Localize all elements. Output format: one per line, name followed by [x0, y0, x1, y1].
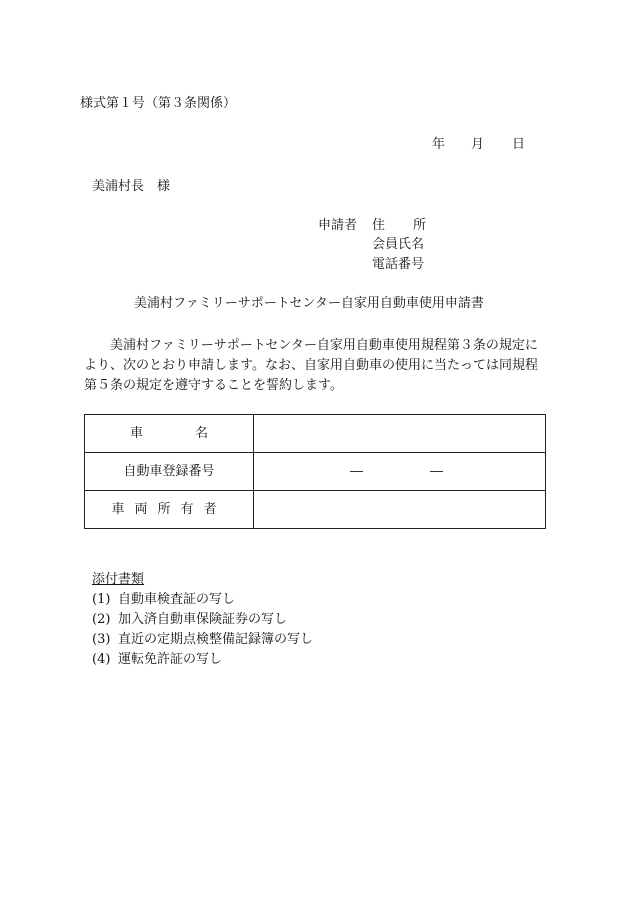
vehicle-name-label [85, 415, 254, 453]
attachment-number: (4) [92, 652, 111, 667]
date-month-label: 月 [471, 137, 485, 152]
attachment-text: 運転免許証の写し [118, 652, 223, 667]
vehicle-name-char-1: 車 [129, 426, 143, 441]
body-paragraph: 美浦村ファミリーサポートセンター自家用自動車使用規程第３条の規定により、次のとおり申請します。なお、自家用自動車の使用に当たっては同規程第５条の規定を遵守することを誓約します。 [84, 338, 538, 393]
applicant-address-label [372, 219, 426, 232]
vehicle-info-table [84, 414, 546, 529]
date-line [432, 138, 525, 151]
attachment-number: (2) [92, 612, 111, 627]
addressee: 美浦村長 様 [92, 179, 171, 194]
form-number: 様式第１号（第３条関係） [80, 96, 237, 111]
vehicle-owner-label [85, 491, 254, 529]
date-day-label: 日 [512, 137, 526, 152]
vehicle-name-char-2: 名 [195, 426, 209, 441]
attachment-item [92, 653, 222, 666]
document-title: 美浦村ファミリーサポートセンター自家用自動車使用申請書 [134, 296, 484, 311]
attachment-text: 直近の定期点検整備記録簿の写し [118, 632, 314, 647]
date-year-label: 年 [432, 137, 446, 152]
attachments-heading: 添付書類 [92, 572, 145, 587]
registration-dash-2: ― [430, 464, 443, 479]
attachment-number: (3) [92, 632, 111, 647]
applicant-phone-label: 電話番号 [372, 257, 425, 272]
applicant-label: 申請者 [318, 218, 358, 233]
address-char-1: 住 [372, 218, 386, 233]
registration-number-label: 自動車登録番号 [85, 453, 254, 491]
attachment-text: 加入済自動車保険証券の写し [118, 612, 288, 627]
attachment-item [92, 613, 287, 626]
table-row [85, 453, 546, 491]
vehicle-owner-value [254, 491, 546, 529]
address-char-2: 所 [413, 218, 427, 233]
table-row [85, 491, 546, 529]
attachment-text: 自動車検査証の写し [118, 592, 236, 607]
applicant-member-name-label: 会員氏名 [372, 237, 425, 252]
table-row [85, 415, 546, 453]
registration-dash-1: ― [350, 464, 363, 479]
vehicle-name-value [254, 415, 546, 453]
attachment-number: (1) [92, 592, 111, 607]
attachment-item [92, 593, 235, 606]
registration-number-value [254, 453, 546, 491]
attachment-item [92, 633, 313, 646]
vehicle-owner-text: 車両所有者 [111, 502, 227, 517]
